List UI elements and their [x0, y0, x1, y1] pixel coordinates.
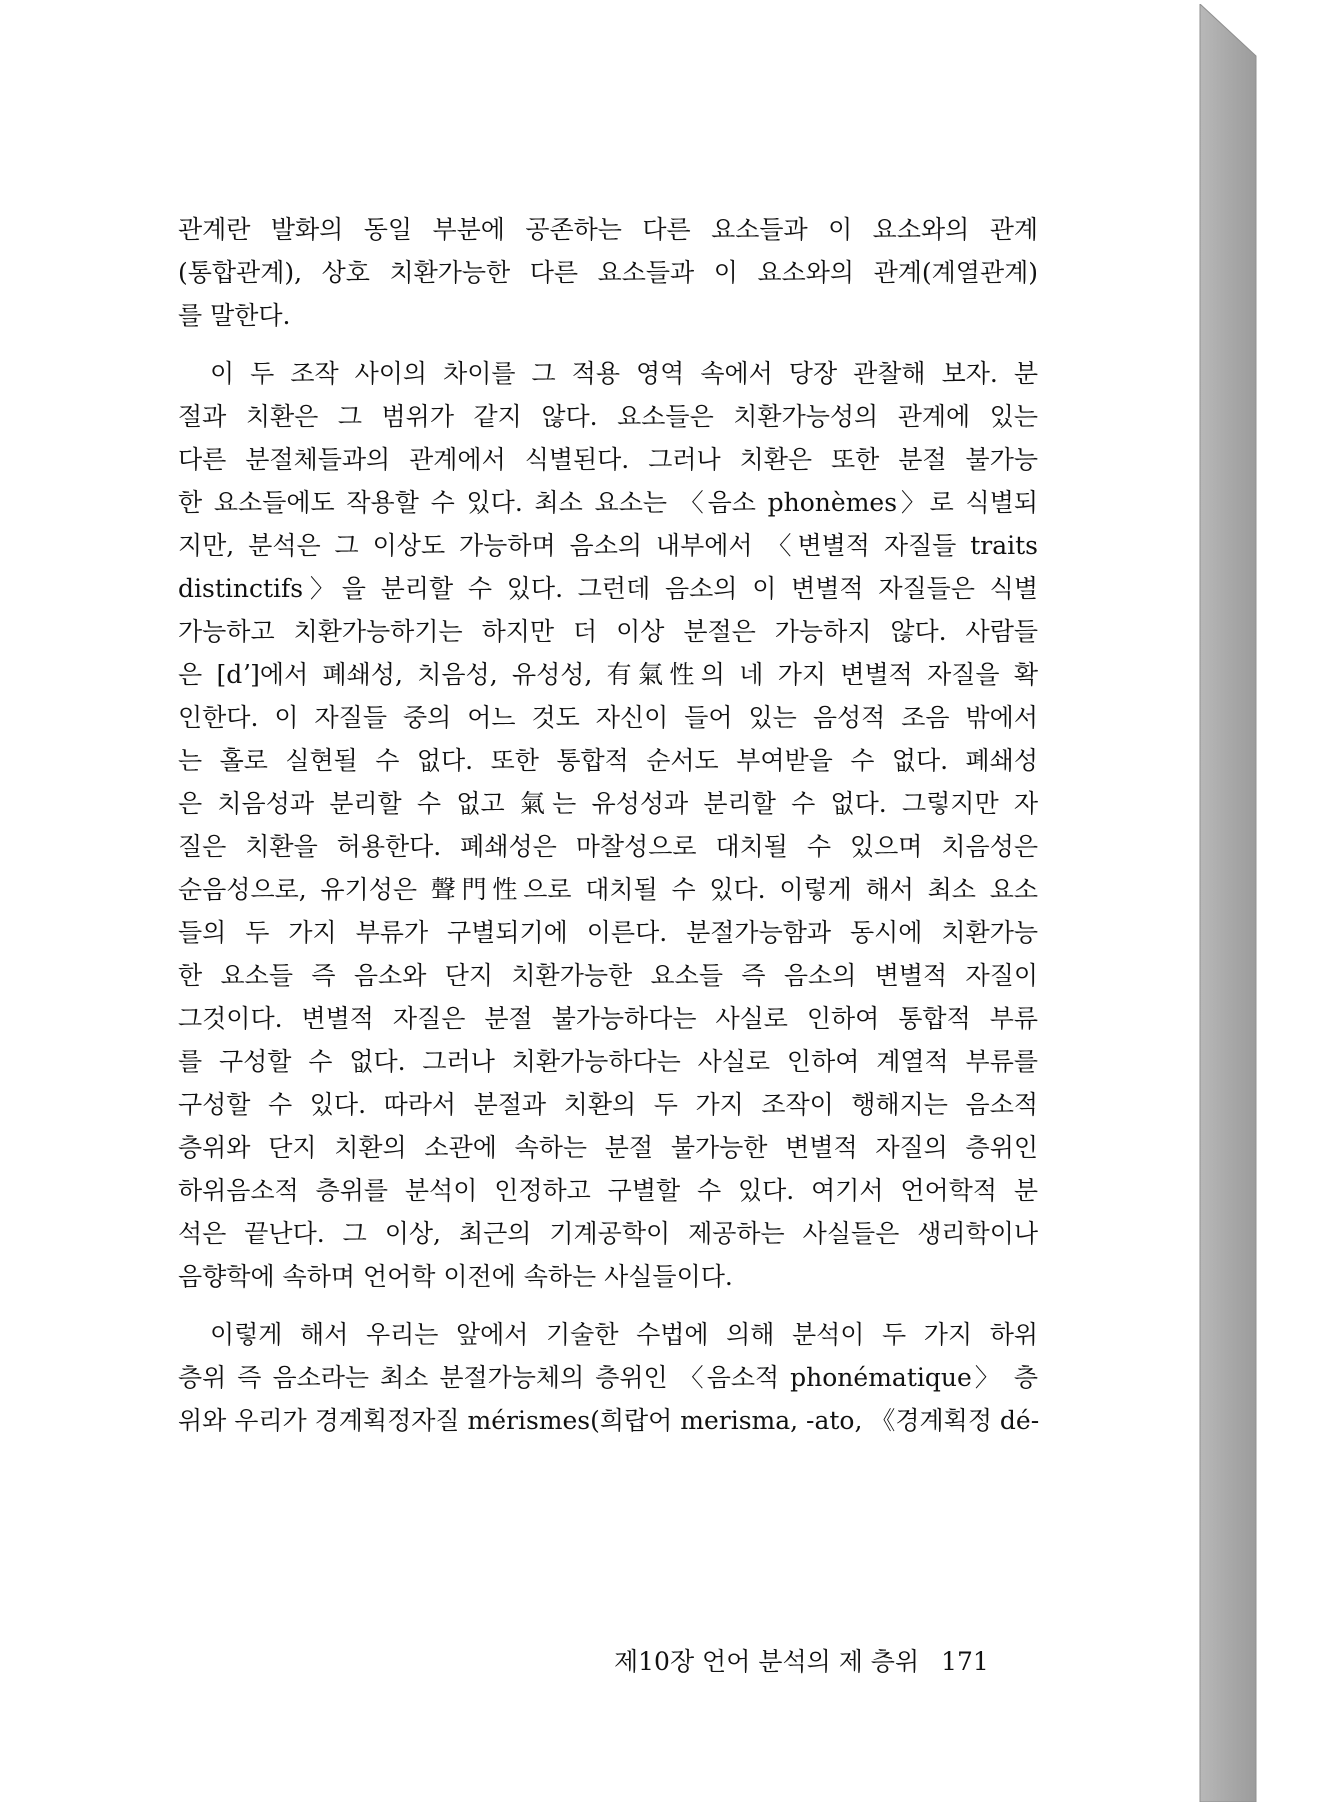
text-line: 은 [dʼ]에서 폐쇄성, 치음성, 유성성, 有氣性의 네 가지 변별적 자질을 확 [178, 660, 1038, 689]
text-line: 가능하고 치환가능하기는 하지만 더 이상 분절은 가능하지 않다. 사람들 [178, 617, 1038, 646]
text-line: 은 치음성과 분리할 수 없고 氣는 유성성과 분리할 수 없다. 그렇지만 자 [178, 789, 1038, 818]
text-line: 절과 치환은 그 범위가 같지 않다. 요소들은 치환가능성의 관계에 있는 [178, 402, 1038, 431]
text-line: 이렇게 해서 우리는 앞에서 기술한 수법에 의해 분석이 두 가지 하위 [210, 1320, 1038, 1349]
text-line: 한 요소들 즉 음소와 단지 치환가능한 요소들 즉 음소의 변별적 자질이 [178, 961, 1038, 990]
page-footer [614, 1642, 989, 1678]
paragraph-1 [178, 208, 1038, 337]
running-head: 제10장 언어 분석의 제 층위 [614, 1647, 920, 1676]
text-line: (통합관계), 상호 치환가능한 다른 요소들과 이 요소와의 관계(계열관계) [178, 258, 1038, 287]
text-line: 층위와 단지 치환의 소관에 속하는 분절 불가능한 변별적 자질의 층위인 [178, 1133, 1038, 1162]
text-line: 층위 즉 음소라는 최소 분절가능체의 층위인 〈음소적 phonématique〉 층 [178, 1363, 1038, 1392]
page-body [178, 208, 1038, 1442]
text-line: 는 홀로 실현될 수 없다. 또한 통합적 순서도 부여받을 수 없다. 폐쇄성 [178, 746, 1038, 775]
paragraph-2 [178, 352, 1038, 1298]
text-line: 그것이다. 변별적 자질은 분절 불가능하다는 사실로 인하여 통합적 부류 [178, 1004, 1038, 1033]
text-line: 다른 분절체들과의 관계에서 식별된다. 그러나 치환은 또한 분절 불가능 [178, 445, 1038, 474]
page-number: 171 [941, 1647, 989, 1676]
text-line: 이 두 조작 사이의 차이를 그 적용 영역 속에서 당장 관찰해 보자. 분 [210, 359, 1038, 388]
text-line: distinctifs〉을 분리할 수 있다. 그런데 음소의 이 변별적 자질들은 식별 [178, 574, 1038, 603]
text-line: 지만, 분석은 그 이상도 가능하며 음소의 내부에서 〈변별적 자질들 traits [178, 531, 1038, 560]
text-line: 를 구성할 수 없다. 그러나 치환가능하다는 사실로 인하여 계열적 부류를 [178, 1047, 1038, 1076]
text-line: 관계란 발화의 동일 부분에 공존하는 다른 요소들과 이 요소와의 관계 [178, 215, 1038, 244]
text-line: 음향학에 속하며 언어학 이전에 속하는 사실들이다. [178, 1262, 733, 1291]
book-mockup [4, 4, 1320, 1802]
book-page [8, 8, 1204, 1806]
text-line: 순음성으로, 유기성은 聲門性으로 대치될 수 있다. 이렇게 해서 최소 요소 [178, 875, 1038, 904]
text-line: 석은 끝난다. 그 이상, 최근의 기계공학이 제공하는 사실들은 생리학이나 [178, 1219, 1038, 1248]
text-line: 인한다. 이 자질들 중의 어느 것도 자신이 들어 있는 음성적 조음 밖에서 [178, 703, 1038, 732]
text-line: 들의 두 가지 부류가 구별되기에 이른다. 분절가능함과 동시에 치환가능 [178, 918, 1038, 947]
text-line: 질은 치환을 허용한다. 폐쇄성은 마찰성으로 대치될 수 있으며 치음성은 [178, 832, 1038, 861]
text-line: 구성할 수 있다. 따라서 분절과 치환의 두 가지 조작이 행해지는 음소적 [178, 1090, 1038, 1119]
paragraph-3 [178, 1313, 1038, 1442]
text-line: 위와 우리가 경계획정자질 mérismes(희랍어 merisma, -ato, 《경계획정 dé- [178, 1406, 1040, 1435]
text-line: 를 말한다. [178, 301, 291, 330]
text-line: 한 요소들에도 작용할 수 있다. 최소 요소는 〈음소 phonèmes〉로 식별되 [178, 488, 1038, 517]
text-line: 하위음소적 층위를 분석이 인정하고 구별할 수 있다. 여기서 언어학적 분 [178, 1176, 1038, 1205]
